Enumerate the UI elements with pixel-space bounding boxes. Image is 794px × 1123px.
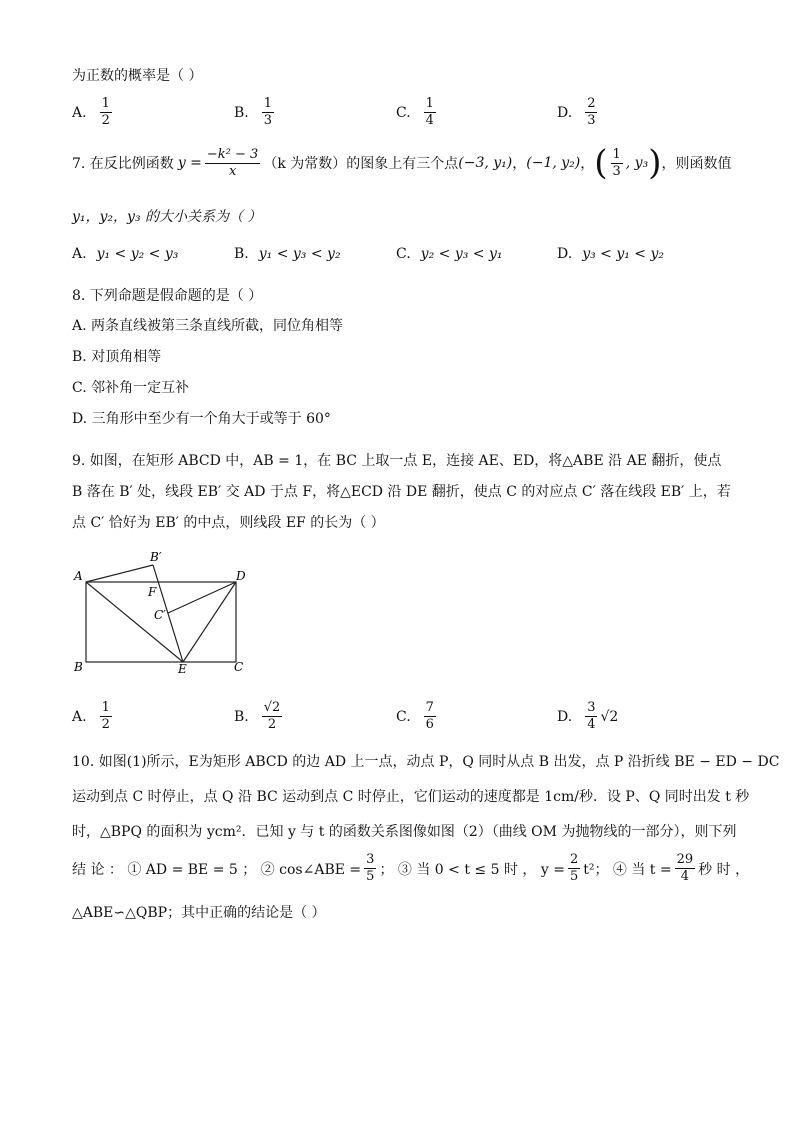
q9-figure bbox=[70, 545, 260, 675]
q6-option-d[interactable]: D. $\frac{2}{3}$ bbox=[557, 96, 596, 128]
point-3-fraction: $\frac{1}{3}$ bbox=[612, 146, 621, 179]
q8-stem: 8. 下列命题是假命题的是（ ） bbox=[72, 288, 263, 304]
q10-stem-line5: △ABE∽△QBP；其中正确的结论是（ ） bbox=[72, 905, 326, 921]
label-c-prime: C′ bbox=[154, 608, 166, 622]
q6-option-a[interactable]: A. $\frac{1}{2}$ bbox=[72, 96, 110, 128]
label-e: E bbox=[178, 662, 187, 675]
q9-option-a[interactable]: A. $\frac{1}{2}$ bbox=[72, 700, 110, 732]
rectangle-abcd bbox=[86, 582, 236, 662]
q6-stem-tail: 为正数的概率是（ ） bbox=[72, 68, 203, 84]
q7-option-b[interactable]: B. y₁ < y₃ < y₂ bbox=[234, 246, 341, 262]
q10-stem-line4: 结 论 ： ① AD = BE = 5 ； ② cos∠ABE = $\frac{3}{5}$ ； ③ 当 0 < t ≤ 5 时 ， y = $\frac{2}{5}$ t²； ④ 当 t = $\frac{29}{4}$ 秒 时 ， bbox=[72, 852, 750, 884]
fraction: $\frac{29}{4}$ bbox=[676, 852, 694, 884]
fraction: $\frac{1}{4}$ bbox=[425, 96, 434, 128]
q9-option-c[interactable]: C. $\frac{7}{6}$ bbox=[396, 700, 434, 732]
q10-stem-line3: 时，△BPQ 的面积为 ycm²．已知 y 与 t 的函数关系图像如图（2）（曲线 OM 为抛物线的一部分），则下列 bbox=[72, 824, 737, 840]
fraction: $\frac{2}{5}$ bbox=[569, 852, 579, 884]
fraction: $\frac{2}{3}$ bbox=[587, 96, 596, 128]
q6-option-c[interactable]: C. $\frac{1}{4}$ bbox=[396, 96, 434, 128]
q9-stem-line3: 点 C′ 恰好为 EB′ 的中点，则线段 EF 的长为（ ） bbox=[72, 515, 385, 531]
fraction: $\frac{√2}{2}$ bbox=[263, 700, 281, 732]
fraction: $\frac{1}{2}$ bbox=[101, 700, 110, 732]
q9-stem-line2: B 落在 B′ 处，线段 EB′ 交 AD 于点 F，将△ECD 沿 DE 翻折，使点 C 的对应点 C′ 落在线段 EB′ 上，若 bbox=[72, 484, 731, 500]
fraction: $\frac{1}{2}$ bbox=[101, 96, 110, 128]
q7-option-c[interactable]: C. y₂ < y₃ < y₁ bbox=[396, 246, 503, 262]
function-fraction: $\frac{\text{−k² − 3}}{x}$ bbox=[206, 146, 259, 179]
label-f: F bbox=[148, 585, 157, 599]
q8-option-c[interactable]: C. 邻补角一定互补 bbox=[72, 380, 190, 396]
point-1: (−3, y₁) bbox=[458, 155, 513, 171]
point-2: (−1, y₂) bbox=[526, 155, 581, 171]
segment-ab1 bbox=[86, 565, 153, 582]
fraction: $\frac{3}{5}$ bbox=[366, 852, 375, 884]
q8-option-d[interactable]: D. 三角形中至少有一个角大于或等于 60° bbox=[72, 411, 331, 427]
label-c: C bbox=[234, 660, 244, 674]
q7-option-d[interactable]: D. y₃ < y₁ < y₂ bbox=[557, 246, 665, 262]
label-d: D bbox=[236, 569, 246, 583]
q7-option-a[interactable]: A. y₁ < y₂ < y₃ bbox=[72, 246, 179, 262]
q9-option-b[interactable]: B. $\frac{√2}{2}$ bbox=[234, 700, 281, 732]
q7-stem-line2: y₁，y₂，y₃ 的大小关系为（ ） bbox=[72, 209, 262, 225]
q6-option-b[interactable]: B. $\frac{1}{3}$ bbox=[234, 96, 273, 128]
q9-option-d[interactable]: D. $\frac{3}{4}$ √2 bbox=[557, 700, 619, 732]
q10-stem-line1: 10. 如图(1)所示，E为矩形 ABCD 的边 AD 上一点，动点 P，Q 同时从点 B 出发，点 P 沿折线 BE − ED − DC bbox=[72, 754, 780, 770]
label-a: A bbox=[74, 569, 83, 583]
q10-stem-line2: 运动到点 C 时停止，点 Q 沿 BC 运动到点 C 时停止，它们运动的速度都是 1cm/秒．设 P、Q 同时出发 t 秒 bbox=[72, 789, 750, 805]
segment-ae bbox=[86, 582, 183, 662]
fraction: $\frac{3}{4}$ bbox=[587, 700, 596, 732]
q7-stem-line1: 7. 在反比例函数 y = $\frac{\text{−k² − 3}}{x}$ （k 为常数）的图象上有三个点 (−3, y₁) ， (−1, y₂) ， ( $\frac{1}{3}$ , y₃ ) ，则函数值 bbox=[72, 143, 732, 183]
label-b: B bbox=[74, 660, 83, 674]
q9-stem-line1: 9. 如图，在矩形 ABCD 中，AB = 1，在 BC 上取一点 E，连接 AE、ED，将△ABE 沿 AE 翻折，使点 bbox=[72, 453, 722, 469]
q8-option-b[interactable]: B. 对顶角相等 bbox=[72, 349, 162, 365]
q8-option-a[interactable]: A. 两条直线被第三条直线所截，同位角相等 bbox=[72, 318, 344, 334]
label-b-prime: B′ bbox=[150, 550, 162, 564]
fraction: $\frac{7}{6}$ bbox=[425, 700, 434, 732]
fraction: $\frac{1}{3}$ bbox=[263, 96, 273, 128]
